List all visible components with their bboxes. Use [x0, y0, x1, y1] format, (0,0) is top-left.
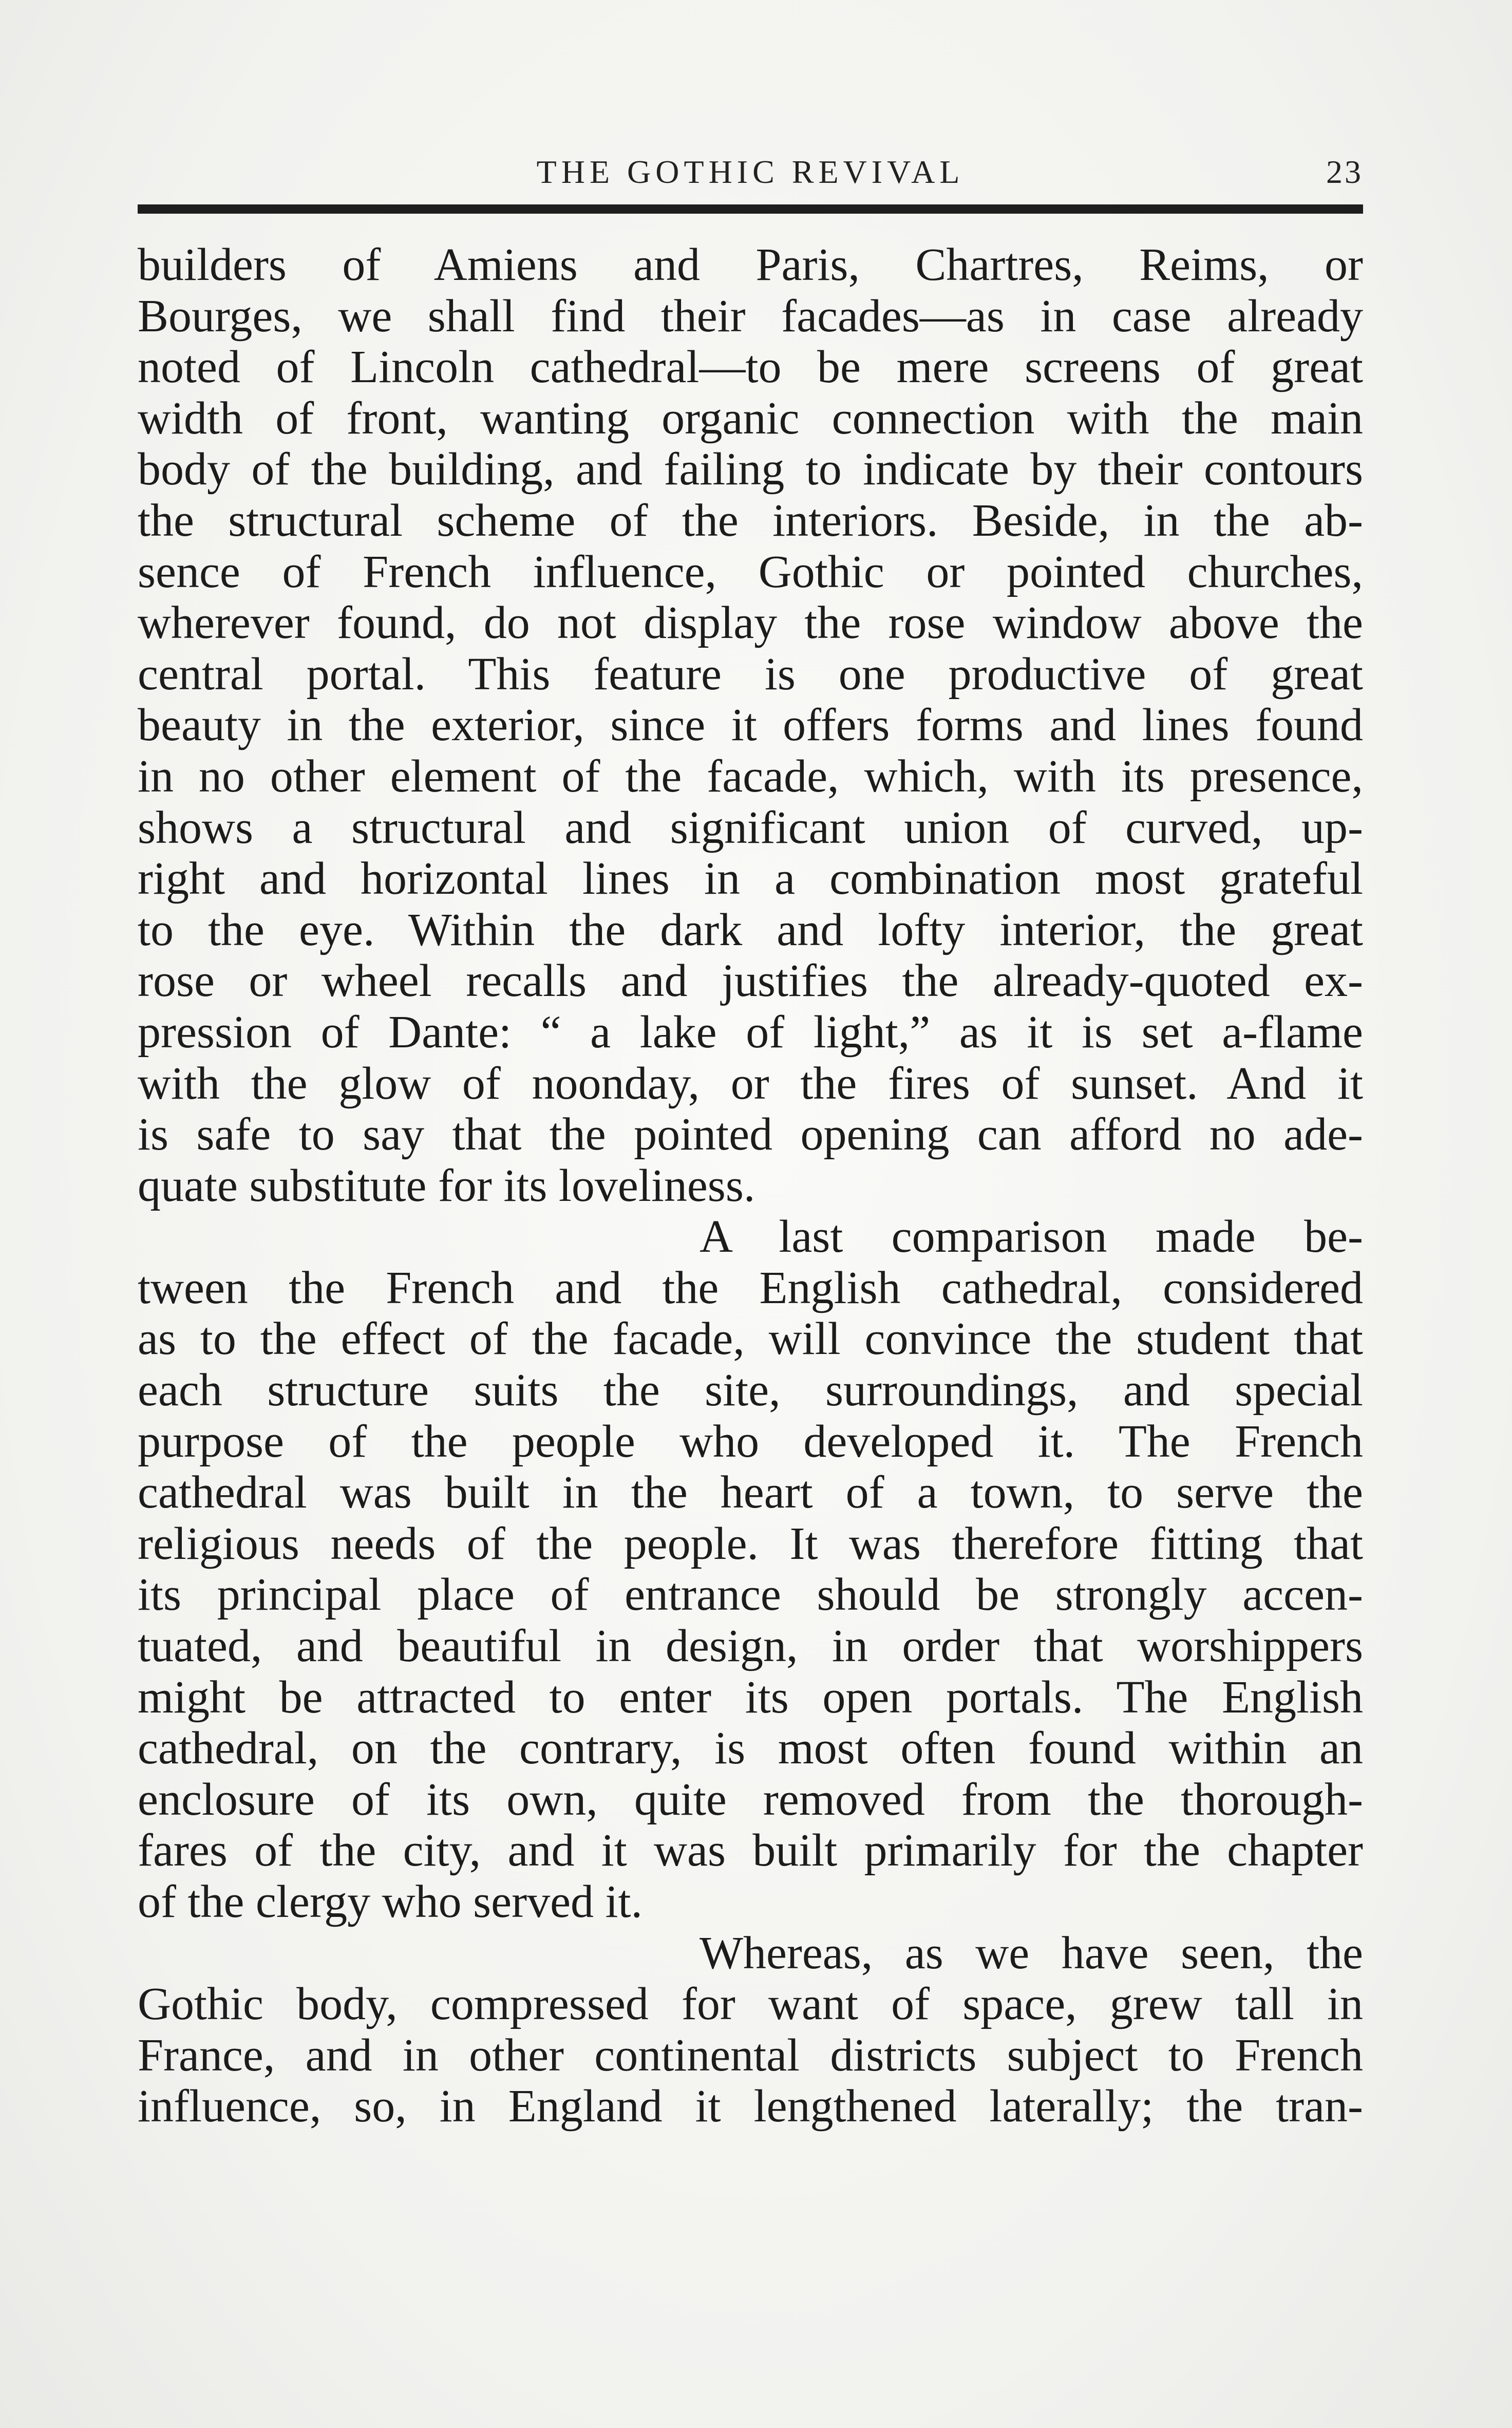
- paragraph-end-line: quate substitute for its loveliness.: [138, 1160, 755, 1211]
- text-line: might be attracted to enter its open portals. The English: [138, 1671, 1363, 1723]
- text-line: sence of French influence, Gothic or pointed churches,: [138, 546, 1363, 597]
- text-line: fares of the city, and it was built primarily for the chapter: [138, 1825, 1363, 1876]
- text-line: noted of Lincoln cathedral—to be mere screens of great: [138, 342, 1363, 393]
- paragraph-start-line: A last comparison made be-: [700, 1211, 1363, 1263]
- text-line: tuated, and beautiful in design, in order that worshippers: [138, 1621, 1363, 1672]
- text-line: tween the French and the English cathedral, considered: [138, 1262, 1363, 1313]
- text-line: Bourges, we shall find their facades—as in case already: [138, 290, 1363, 342]
- text-line: pression of Dante: “ a lake of light,” as it is set a-flame: [138, 1006, 1363, 1058]
- text-line: religious needs of the people. It was therefore fitting that: [138, 1518, 1363, 1569]
- text-line: to the eye. Within the dark and lofty interior, the great: [138, 904, 1363, 955]
- text-line: cathedral, on the contrary, is most often found within an: [138, 1723, 1363, 1774]
- page-number: 23: [1326, 154, 1363, 190]
- text-line: cathedral was built in the heart of a town, to serve the: [138, 1467, 1363, 1518]
- text-line: purpose of the people who developed it. The French: [138, 1416, 1363, 1467]
- text-line: right and horizontal lines in a combination most grateful: [138, 853, 1363, 905]
- text-line: France, and in other continental districts subject to French: [138, 2029, 1363, 2081]
- text-line: wherever found, do not display the rose window above the: [138, 597, 1363, 649]
- text-line: its principal place of entrance should be strongly accen-: [138, 1569, 1363, 1621]
- paragraph-end-line: of the clergy who served it.: [138, 1876, 643, 1927]
- text-line: central portal. This feature is one productive of great: [138, 648, 1363, 700]
- text-line: shows a structural and significant union of curved, up-: [138, 802, 1363, 853]
- text-line: builders of Amiens and Paris, Chartres, Reims, or: [138, 239, 1363, 290]
- text-line: the structural scheme of the interiors. Beside, in the ab-: [138, 495, 1363, 546]
- running-head: [138, 149, 1363, 195]
- text-line: in no other element of the facade, which, with its presence,: [138, 750, 1363, 802]
- paragraph-start-line: Whereas, as we have seen, the: [700, 1927, 1363, 1979]
- text-line: body of the building, and failing to indicate by their contours: [138, 444, 1363, 495]
- text-line: with the glow of noonday, or the fires of sunset. And it: [138, 1058, 1363, 1109]
- text-line: beauty in the exterior, since it offers forms and lines found: [138, 700, 1363, 751]
- text-line: Gothic body, compressed for want of space, grew tall in: [138, 1979, 1363, 2030]
- text-line: as to the effect of the facade, will convince the student that: [138, 1313, 1363, 1365]
- text-line: is safe to say that the pointed opening can afford no ade-: [138, 1109, 1363, 1160]
- text-line: rose or wheel recalls and justifies the already-quoted ex-: [138, 955, 1363, 1007]
- text-line: influence, so, in England it lengthened laterally; the tran-: [138, 2081, 1363, 2132]
- text-line: width of front, wanting organic connection with the main: [138, 392, 1363, 444]
- text-line: each structure suits the site, surroundings, and special: [138, 1365, 1363, 1416]
- running-title: THE GOTHIC REVIVAL: [536, 154, 965, 190]
- header-rule: [138, 204, 1363, 214]
- body-text: [138, 239, 1363, 2132]
- text-line: enclosure of its own, quite removed from the thorough-: [138, 1774, 1363, 1825]
